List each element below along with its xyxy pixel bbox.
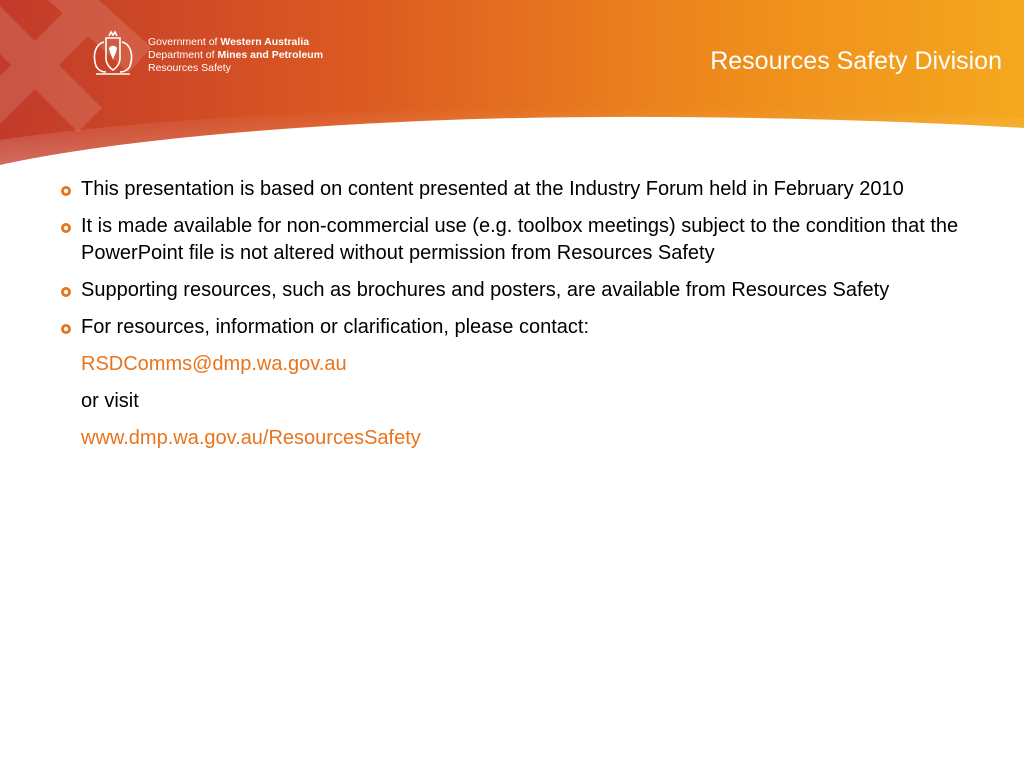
bullet-item: [60, 176, 980, 203]
bullet-text: Supporting resources, such as brochures and posters, are available from Resources Safety: [81, 279, 890, 301]
slide-body: [60, 176, 980, 452]
bullet-item: [60, 277, 980, 304]
bullet-list: [60, 176, 980, 341]
wa-government-logo: [84, 30, 344, 82]
bullet-text: This presentation is based on content presented at the Industry Forum held in February 2010: [81, 178, 904, 200]
circle-bullet-icon: [60, 222, 72, 234]
logo-line-1: Government of Western Australia: [148, 36, 310, 48]
bullet-text: For resources, information or clarification, please contact:: [81, 316, 589, 338]
slide-title: Resources Safety Division: [710, 47, 1002, 75]
circle-bullet-icon: [60, 286, 72, 298]
logo-line-2: Department of Mines and Petroleum: [148, 49, 324, 61]
website-line: [60, 425, 980, 452]
header-band: [0, 0, 1024, 175]
contact-email-line: [60, 351, 980, 378]
contact-email-link[interactable]: RSDComms@dmp.wa.gov.au: [81, 353, 347, 375]
circle-bullet-icon: [60, 323, 72, 335]
wa-crest-icon: [84, 30, 142, 80]
logo-line-3: Resources Safety: [148, 62, 231, 74]
website-link[interactable]: www.dmp.wa.gov.au/ResourcesSafety: [81, 427, 421, 449]
bullet-text: It is made available for non-commercial use (e.g. toolbox meetings) subject to the condition that the PowerPoint file is not altered without permission from Resources Safety: [81, 215, 959, 264]
bullet-item: [60, 314, 980, 341]
circle-bullet-icon: [60, 185, 72, 197]
bullet-item: [60, 213, 980, 267]
or-visit-text: or visit: [81, 390, 139, 412]
logo-text: [148, 36, 323, 75]
